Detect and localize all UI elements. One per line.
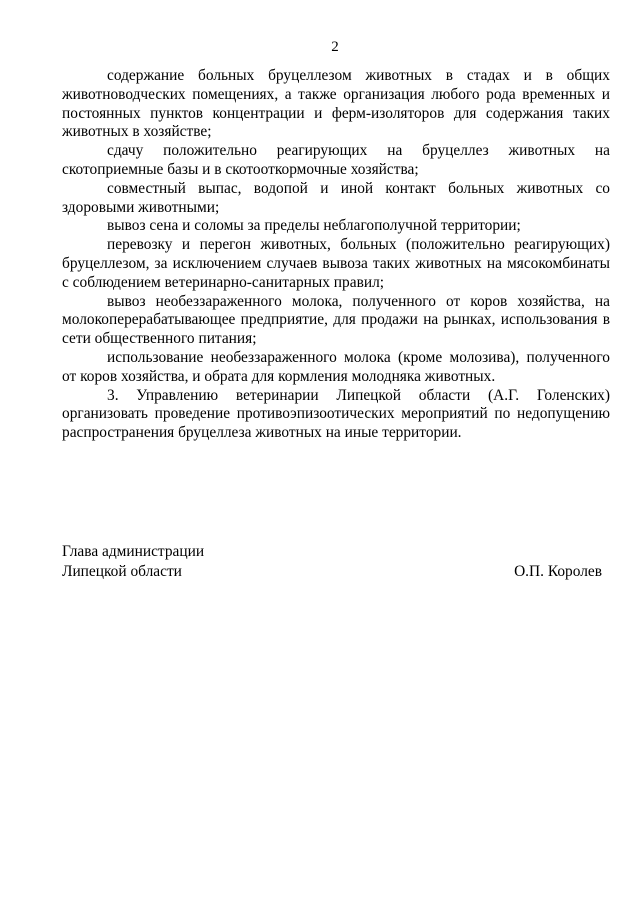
paragraph-6: вывоз необеззараженного молока, полученного от коров хозяйства, на молокоперерабатывающее предприятие, для продажи на рынках, использования в сети общественного питания;	[62, 292, 610, 348]
signature-block	[62, 542, 610, 582]
paragraph-8: 3. Управлению ветеринарии Липецкой области (А.Г. Голенских) организовать проведение противоэпизоотических мероприятий по недопущению распространения бруцеллеза животных на иные территории.	[62, 386, 610, 442]
signature-row	[62, 562, 610, 582]
signatory-title-line1: Глава администрации	[62, 543, 205, 560]
page-number: 2	[331, 39, 339, 55]
signatory-name: О.П. Королев	[514, 563, 602, 580]
paragraph-7: использование необеззараженного молока (кроме молозива), полученного от коров хозяйства, и обрата для кормления молодняка животных.	[62, 348, 610, 385]
paragraph-1: содержание больных бруцеллезом животных в стадах и в общих животноводческих помещениях, а также организация любого рода временных и постоянных пунктов концентрации и ферм-изоляторов для содержания таких животных в хозяйстве;	[62, 67, 610, 141]
document-body	[62, 67, 610, 443]
paragraph-2: сдачу положительно реагирующих на бруцеллез животных на скотоприемные базы и в скотооткормочные хозяйства;	[62, 142, 610, 178]
signatory-title-line2: Липецкой области	[62, 563, 182, 580]
paragraph-5: перевозку и перегон животных, больных (положительно реагирующих) бруцеллезом, за исключением случаев вывоза таких животных на мясокомбинаты с соблюдением ветеринарно-санитарных правил;	[62, 236, 610, 291]
paragraph-3: совместный выпас, водопой и иной контакт больных животных со здоровыми животными;	[62, 179, 610, 216]
paragraph-4: вывоз сена и соломы за пределы неблагополучной территории;	[107, 217, 521, 235]
